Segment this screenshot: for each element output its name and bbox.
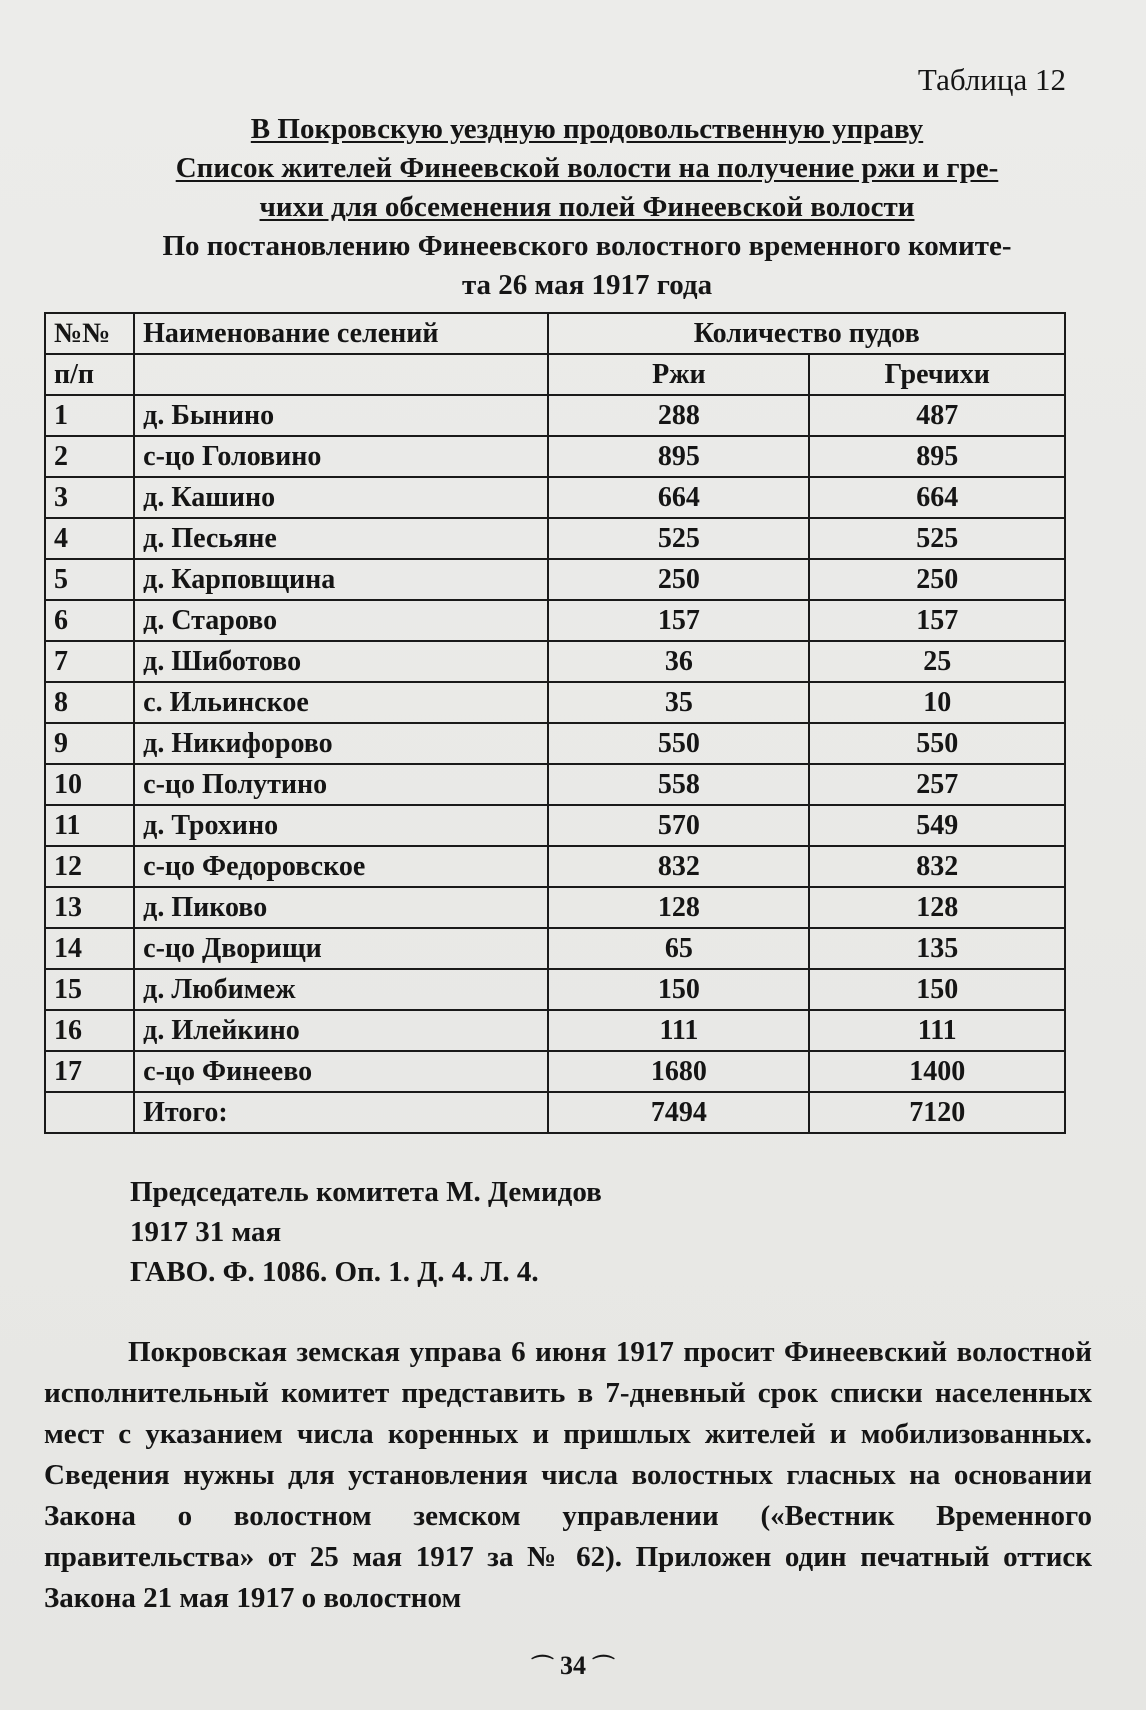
row-buckwheat: 250 bbox=[809, 559, 1065, 600]
row-village: д. Старово bbox=[134, 600, 548, 641]
row-village: д. Шиботово bbox=[134, 641, 548, 682]
row-number: 10 bbox=[45, 764, 134, 805]
row-rye: 895 bbox=[548, 436, 809, 477]
row-number: 4 bbox=[45, 518, 134, 559]
table-row bbox=[45, 1051, 1065, 1092]
table-row bbox=[45, 928, 1065, 969]
row-number: 11 bbox=[45, 805, 134, 846]
signoff-date: 1917 31 мая bbox=[130, 1216, 282, 1248]
signoff-block bbox=[130, 1172, 602, 1292]
row-number: 1 bbox=[45, 395, 134, 436]
row-village: с. Ильинское bbox=[134, 682, 548, 723]
row-number: 16 bbox=[45, 1010, 134, 1051]
row-buckwheat: 10 bbox=[809, 682, 1065, 723]
row-village: с-цо Финеево bbox=[134, 1051, 548, 1092]
row-buckwheat: 25 bbox=[809, 641, 1065, 682]
row-rye: 150 bbox=[548, 969, 809, 1010]
heading-title-line-2: чихи для обсеменения полей Финеевской волости bbox=[259, 191, 915, 223]
row-village: с-цо Головино bbox=[134, 436, 548, 477]
total-rye: 7494 bbox=[548, 1092, 809, 1133]
row-number: 17 bbox=[45, 1051, 134, 1092]
heading-resolution-line-2: та 26 мая 1917 года bbox=[461, 269, 713, 301]
row-buckwheat: 128 bbox=[809, 887, 1065, 928]
row-number: 2 bbox=[45, 436, 134, 477]
row-rye: 111 bbox=[548, 1010, 809, 1051]
table-row bbox=[45, 805, 1065, 846]
ornament-right-icon: ⌒ bbox=[592, 1654, 615, 1679]
row-rye: 1680 bbox=[548, 1051, 809, 1092]
row-buckwheat: 550 bbox=[809, 723, 1065, 764]
table-row bbox=[45, 641, 1065, 682]
table-label: Таблица 12 bbox=[917, 62, 1066, 97]
total-number-cell bbox=[45, 1092, 134, 1133]
page-number-value: 34 bbox=[560, 1651, 586, 1680]
row-buckwheat: 664 bbox=[809, 477, 1065, 518]
row-rye: 664 bbox=[548, 477, 809, 518]
row-number: 12 bbox=[45, 846, 134, 887]
row-buckwheat: 157 bbox=[809, 600, 1065, 641]
row-rye: 570 bbox=[548, 805, 809, 846]
table-row bbox=[45, 518, 1065, 559]
header-number-sub: п/п bbox=[45, 354, 134, 395]
row-rye: 35 bbox=[548, 682, 809, 723]
table-header-row-1 bbox=[45, 313, 1065, 354]
row-village: д. Илейкино bbox=[134, 1010, 548, 1051]
row-buckwheat: 150 bbox=[809, 969, 1065, 1010]
row-number: 3 bbox=[45, 477, 134, 518]
ornament-left-icon: ⌒ bbox=[531, 1654, 554, 1679]
table-row bbox=[45, 477, 1065, 518]
row-village: с-цо Федоровское bbox=[134, 846, 548, 887]
header-village-name: Наименование селений bbox=[134, 313, 548, 354]
header-quantity: Количество пудов bbox=[548, 313, 1065, 354]
table-header-row-2 bbox=[45, 354, 1065, 395]
row-rye: 65 bbox=[548, 928, 809, 969]
row-number: 9 bbox=[45, 723, 134, 764]
table-row bbox=[45, 600, 1065, 641]
row-number: 6 bbox=[45, 600, 134, 641]
table-row bbox=[45, 559, 1065, 600]
table-row bbox=[45, 764, 1065, 805]
heading-addressee: В Покровскую уездную продовольственную управу bbox=[250, 113, 924, 145]
row-rye: 558 bbox=[548, 764, 809, 805]
table-row bbox=[45, 969, 1065, 1010]
row-rye: 128 bbox=[548, 887, 809, 928]
row-buckwheat: 549 bbox=[809, 805, 1065, 846]
row-village: д. Кашино bbox=[134, 477, 548, 518]
row-village: д. Никифорово bbox=[134, 723, 548, 764]
row-buckwheat: 525 bbox=[809, 518, 1065, 559]
row-village: с-цо Дворищи bbox=[134, 928, 548, 969]
table-row bbox=[45, 723, 1065, 764]
table-row bbox=[45, 395, 1065, 436]
row-buckwheat: 832 bbox=[809, 846, 1065, 887]
row-number: 15 bbox=[45, 969, 134, 1010]
row-buckwheat: 135 bbox=[809, 928, 1065, 969]
row-village: д. Песьяне bbox=[134, 518, 548, 559]
heading-resolution-line-1: По постановлению Финеевского волостного временного комите- bbox=[162, 230, 1012, 262]
header-name-sub bbox=[134, 354, 548, 395]
table-row bbox=[45, 846, 1065, 887]
table-row bbox=[45, 887, 1065, 928]
row-buckwheat: 895 bbox=[809, 436, 1065, 477]
villages-table bbox=[44, 312, 1066, 1134]
row-village: д. Трохино bbox=[134, 805, 548, 846]
row-number: 13 bbox=[45, 887, 134, 928]
table-total-row bbox=[45, 1092, 1065, 1133]
header-rye: Ржи bbox=[548, 354, 809, 395]
table-row bbox=[45, 436, 1065, 477]
row-village: д. Карповщина bbox=[134, 559, 548, 600]
row-buckwheat: 1400 bbox=[809, 1051, 1065, 1092]
row-number: 5 bbox=[45, 559, 134, 600]
row-buckwheat: 111 bbox=[809, 1010, 1065, 1051]
row-village: с-цо Полутино bbox=[134, 764, 548, 805]
table-row bbox=[45, 1010, 1065, 1051]
row-buckwheat: 257 bbox=[809, 764, 1065, 805]
row-village: д. Пиково bbox=[134, 887, 548, 928]
row-rye: 832 bbox=[548, 846, 809, 887]
table-row bbox=[45, 682, 1065, 723]
row-rye: 250 bbox=[548, 559, 809, 600]
row-rye: 288 bbox=[548, 395, 809, 436]
page-number bbox=[0, 1650, 1146, 1681]
body-paragraph: Покровская земская управа 6 июня 1917 просит Финеевский волостной исполнительный комитет представить в 7-дневный срок списки населенных мест с указанием числа коренных и пришлых жителей и мобилизованных. Сведения нужны для установления числа волостных гласных на основании Закона о волостном земском управлении («Вестник Временного правительства» от 25 мая 1917 за № 62). Приложен один печатный оттиск Закона 21 мая 1917 о волостном bbox=[44, 1336, 1092, 1614]
row-number: 8 bbox=[45, 682, 134, 723]
row-rye: 157 bbox=[548, 600, 809, 641]
header-number: №№ bbox=[45, 313, 134, 354]
row-village: д. Бынино bbox=[134, 395, 548, 436]
document-heading bbox=[112, 110, 1062, 305]
row-rye: 525 bbox=[548, 518, 809, 559]
header-buckwheat: Гречихи bbox=[809, 354, 1065, 395]
row-rye: 550 bbox=[548, 723, 809, 764]
archive-reference: ГАВО. Ф. 1086. Оп. 1. Д. 4. Л. 4. bbox=[130, 1256, 539, 1288]
total-buckwheat: 7120 bbox=[809, 1092, 1065, 1133]
row-number: 14 bbox=[45, 928, 134, 969]
row-village: д. Любимеж bbox=[134, 969, 548, 1010]
total-label: Итого: bbox=[134, 1092, 548, 1133]
heading-title-line-1: Список жителей Финеевской волости на получение ржи и гре- bbox=[175, 152, 999, 184]
row-rye: 36 bbox=[548, 641, 809, 682]
signoff-chairman: Председатель комитета М. Демидов bbox=[130, 1176, 602, 1208]
row-buckwheat: 487 bbox=[809, 395, 1065, 436]
table-body bbox=[45, 395, 1065, 1133]
row-number: 7 bbox=[45, 641, 134, 682]
